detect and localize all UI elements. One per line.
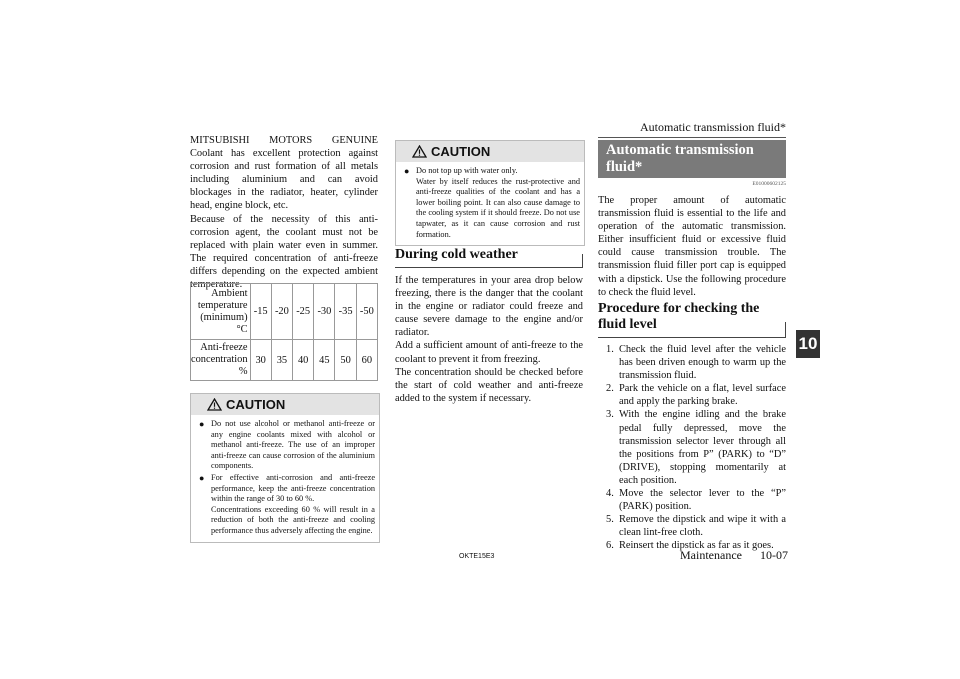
footer-code: OKTE15E3	[459, 553, 495, 560]
atf-paragraph: The proper amount of automatic transmission fluid is essential to the life and operation of the automatic transmission. Either insufficient fluid or excessive fluid could cause transmission trouble. The transmission fluid filler port cap is equipped with a dipstick. Use the following procedure to check the fluid level.	[598, 195, 786, 298]
step-number: 3.	[606, 409, 614, 421]
ambient-temperature-label: Ambient temperature (minimum) °C	[191, 284, 251, 340]
table-cell: 35	[271, 340, 292, 381]
section-title: During cold weather	[395, 247, 518, 262]
list-item	[598, 343, 786, 382]
page-number: 10-07	[759, 548, 788, 562]
step-number: 6.	[606, 540, 614, 552]
caution-list	[191, 415, 379, 542]
list-item	[199, 473, 375, 537]
list-item	[404, 166, 580, 240]
table-cell: -25	[293, 284, 314, 340]
step-text: Move the selector lever to the “P” (PARK) position.	[619, 488, 786, 513]
section-heading-procedure	[598, 301, 786, 338]
coolant-paragraph: MITSUBISHI MOTORS GENUINE Coolant has excellent protection against corrosion and rust formation of all metals including aluminium and can avoid blockages in the radiator, heater, cylinder head, engine block, etc. Because of the necessity of this anti-corrosion agent, the coolant must not be replaced with plain water even in summer. The required concentration of anti-freeze differs depending on the expected ambient temperature.	[190, 135, 378, 291]
page-title: Automatic transmission fluid*	[598, 140, 786, 178]
caution-text: Do not use alcohol or methanol anti-freeze or any engine coolants mixed with alcohol or methanol anti-freeze. The use of an improper anti-freeze can cause corrosion of the aluminium components.	[211, 419, 375, 471]
table-cell: -35	[335, 284, 356, 340]
caution-list	[396, 162, 584, 245]
table-row	[191, 340, 378, 381]
step-text: Remove the dipstick and wipe it with a clean lint-free cloth.	[619, 514, 786, 539]
table-cell: -20	[271, 284, 292, 340]
caution-label: CAUTION	[431, 144, 491, 159]
table-cell: 40	[293, 340, 314, 381]
running-title: Automatic transmission fluid*	[640, 120, 786, 134]
table-cell: 60	[356, 340, 377, 381]
caution-text: For effective anti-corrosion and anti-freeze performance, keep the anti-freeze concentration within the range of 30 to 60 %. Concentrations exceeding 60 % will result in a reduction of both the anti-freeze and cooling performance thus adversely affecting the engine.	[211, 472, 375, 535]
table-cell: -30	[314, 284, 335, 340]
section-heading-cold-weather	[395, 247, 583, 268]
footer-page-info	[680, 548, 788, 563]
step-text: Check the fluid level after the vehicle has been driven enough to warm up the transmission fluid.	[619, 344, 786, 382]
reference-code: E01000602125	[752, 181, 786, 187]
antifreeze-table	[190, 283, 378, 381]
list-item	[598, 513, 786, 539]
list-item	[598, 487, 786, 513]
caution-box	[395, 140, 585, 246]
step-number: 5.	[606, 514, 614, 526]
list-item	[199, 419, 375, 472]
footer-section: Maintenance	[680, 548, 742, 562]
caution-text: Do not top up with water only. Water by itself reduces the rust-protective and anti-freeze qualities of the coolant and has a lower boiling point. It can also cause damage to the cooling system if it should freeze. Do not use tapwater, as it can cause corrosion and rust formation.	[416, 166, 580, 239]
step-number: 2.	[606, 383, 614, 395]
table-cell: -50	[356, 284, 377, 340]
table-cell: 50	[335, 340, 356, 381]
header-rule	[598, 137, 786, 138]
bullet-icon: ●	[199, 472, 205, 483]
caution-box	[190, 393, 380, 543]
warning-triangle-icon	[207, 398, 222, 411]
section-title: Procedure for checking the fluid level	[598, 301, 760, 332]
bullet-icon: ●	[404, 166, 410, 176]
caution-header	[396, 141, 584, 162]
caution-header	[191, 394, 379, 415]
bullet-icon: ●	[199, 419, 205, 429]
step-text: Reinsert the dipstick as far as it goes.	[619, 540, 774, 552]
table-row	[191, 284, 378, 340]
list-item	[598, 408, 786, 487]
cold-weather-paragraph: If the temperatures in your area drop below freezing, there is the danger that the coolant in the engine or radiator could freeze and cause severe damage to the engine and/or radiator. Add a sufficient amount of anti-freeze to the coolant to prevent it from freezing. The concentration should be checked before the start of cold weather and anti-freeze added to the system if necessary.	[395, 275, 583, 404]
section-tab: 10	[796, 330, 820, 358]
procedure-steps	[598, 343, 786, 553]
step-number: 4.	[606, 488, 614, 500]
step-number: 1.	[606, 344, 614, 355]
step-text: Park the vehicle on a flat, level surface and apply the parking brake.	[619, 383, 786, 408]
antifreeze-concentration-label: Anti-freeze concentration %	[191, 340, 251, 381]
warning-triangle-icon	[412, 145, 427, 158]
table-cell: -15	[250, 284, 271, 340]
heading-rule	[785, 322, 786, 338]
table-cell: 30	[250, 340, 271, 381]
heading-rule	[582, 254, 583, 268]
step-text: With the engine idling and the brake pedal fully depressed, move the transmission selector lever through all the positions from P” (PARK) to “D” (DRIVE), stopping momentarily at each position.	[619, 409, 786, 486]
list-item	[598, 382, 786, 408]
table-cell: 45	[314, 340, 335, 381]
caution-label: CAUTION	[226, 397, 286, 412]
